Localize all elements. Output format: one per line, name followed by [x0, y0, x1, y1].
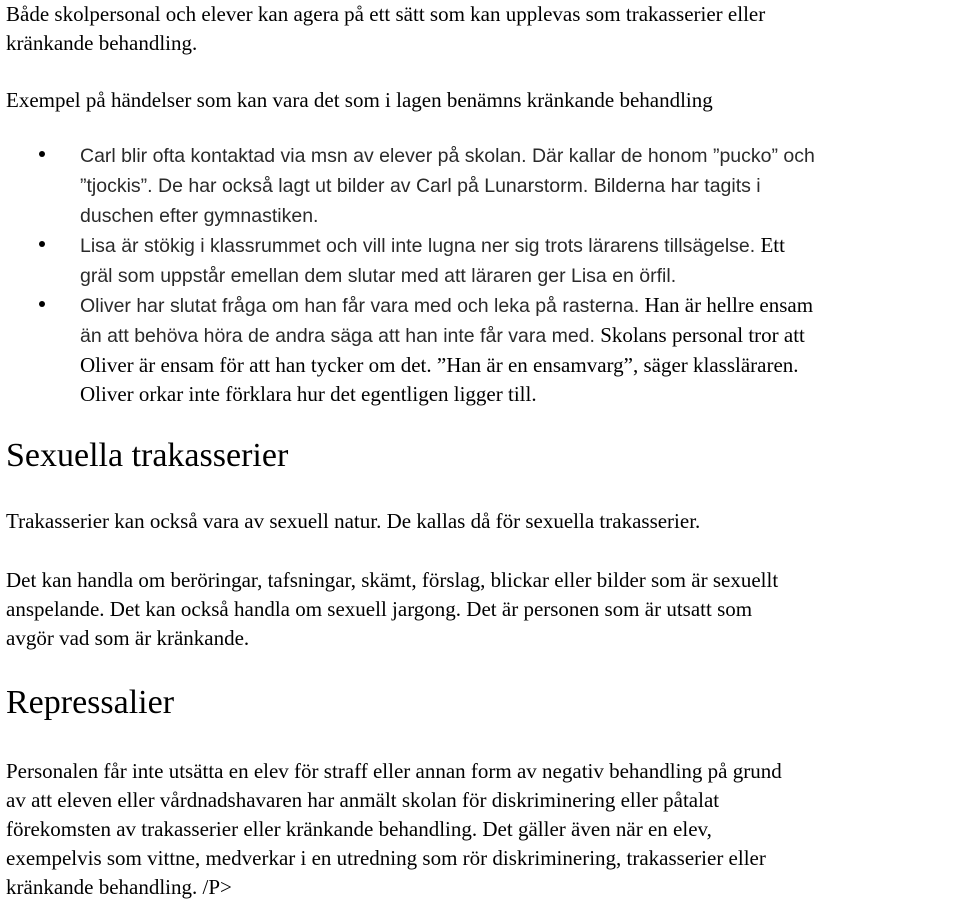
list-item-line [80, 141, 815, 171]
list-item-text: Oliver är ensam för att han tycker om det. ”Han är en ensamvarg”, säger klassläraren. [80, 353, 799, 377]
repressalier-line: av att eleven eller vårdnadshavaren har anmält skolan för diskriminering eller påtalat [6, 788, 720, 812]
list-item-text: duschen efter gymnastiken. [80, 205, 319, 227]
bullet-icon [39, 151, 45, 157]
sexual-paragraph [6, 566, 778, 653]
repressalier-line: Personalen får inte utsätta en elev för straff eller annan form av negativ behandling på grund [6, 759, 782, 783]
list-item [0, 291, 815, 409]
list-item-line [80, 231, 815, 261]
section-heading-repressalier: Repressalier [6, 684, 175, 721]
list-item-line [80, 380, 815, 409]
sexual-line: avgör vad som är kränkande. [6, 626, 250, 650]
list-item-text: Lisa är stökig i klassrummet och vill inte lugna ner sig trots lärarens tillsägelse. [80, 235, 756, 257]
repressalier-line: exempelvis som vittne, medverkar i en utredning som rör diskriminering, trakasserier eller [6, 846, 766, 870]
list-item-text: Bilderna har tagits i [588, 175, 761, 197]
repressalier-paragraph [6, 757, 782, 902]
intro-line: kränkande behandling. [6, 31, 198, 55]
list-item [0, 231, 815, 291]
sexual-line: anspelande. Det kan också handla om sexuell jargong. Det är personen som är utsatt som [6, 597, 753, 621]
list-item-text: Han är hellre ensam [639, 293, 814, 317]
examples-list [0, 141, 815, 409]
list-item-text: Skolans personal tror att [594, 323, 805, 347]
section-heading-sexual: Sexuella trakasserier [6, 437, 289, 474]
list-item-text: gräl som uppstår emellan dem slutar med att läraren ger Lisa en örfil. [80, 265, 677, 287]
list-item-text: Carl blir ofta kontaktad via msn av elever på skolan. Där kallar de honom ”pucko” och [80, 145, 815, 167]
bullet-icon [39, 301, 45, 307]
sexual-line: Trakasserier kan också vara av sexuell natur. De kallas då för sexuella trakasserier. [6, 509, 701, 533]
bullet-icon [39, 241, 45, 247]
repressalier-line: förekomsten av trakasserier eller kränkande behandling. Det gäller även när en elev, [6, 817, 712, 841]
list-item-text: De har också lagt ut bilder av Carl på Lunarstorm. [158, 175, 589, 197]
list-item-line [80, 321, 815, 351]
examples-heading: Exempel på händelser som kan vara det som i lagen benämns kränkande behandling [6, 88, 713, 112]
sexual-paragraph [6, 507, 700, 536]
repressalier-line: kränkande behandling. /P> [6, 875, 232, 899]
list-item [0, 141, 815, 231]
list-item-text: Ett [755, 233, 785, 257]
list-item-text: än att behöva höra de andra säga att han inte får vara med. [80, 325, 595, 347]
list-item-line [80, 261, 815, 291]
list-item-line [80, 201, 815, 231]
list-item-line [80, 171, 815, 201]
list-item-line [80, 291, 815, 321]
list-item-line [80, 351, 815, 380]
list-item-text: Oliver orkar inte förklara hur det egentligen ligger till. [80, 382, 537, 406]
intro-line: Både skolpersonal och elever kan agera på ett sätt som kan upplevas som trakasserier eller [6, 2, 766, 26]
sexual-line: Det kan handla om beröringar, tafsningar, skämt, förslag, blickar eller bilder som är sexuellt [6, 568, 779, 592]
list-item-text: Oliver har slutat fråga om han får vara med och leka på rasterna. [80, 295, 640, 317]
list-item-text: ”tjockis”. [80, 175, 158, 197]
intro-paragraph [6, 0, 765, 58]
